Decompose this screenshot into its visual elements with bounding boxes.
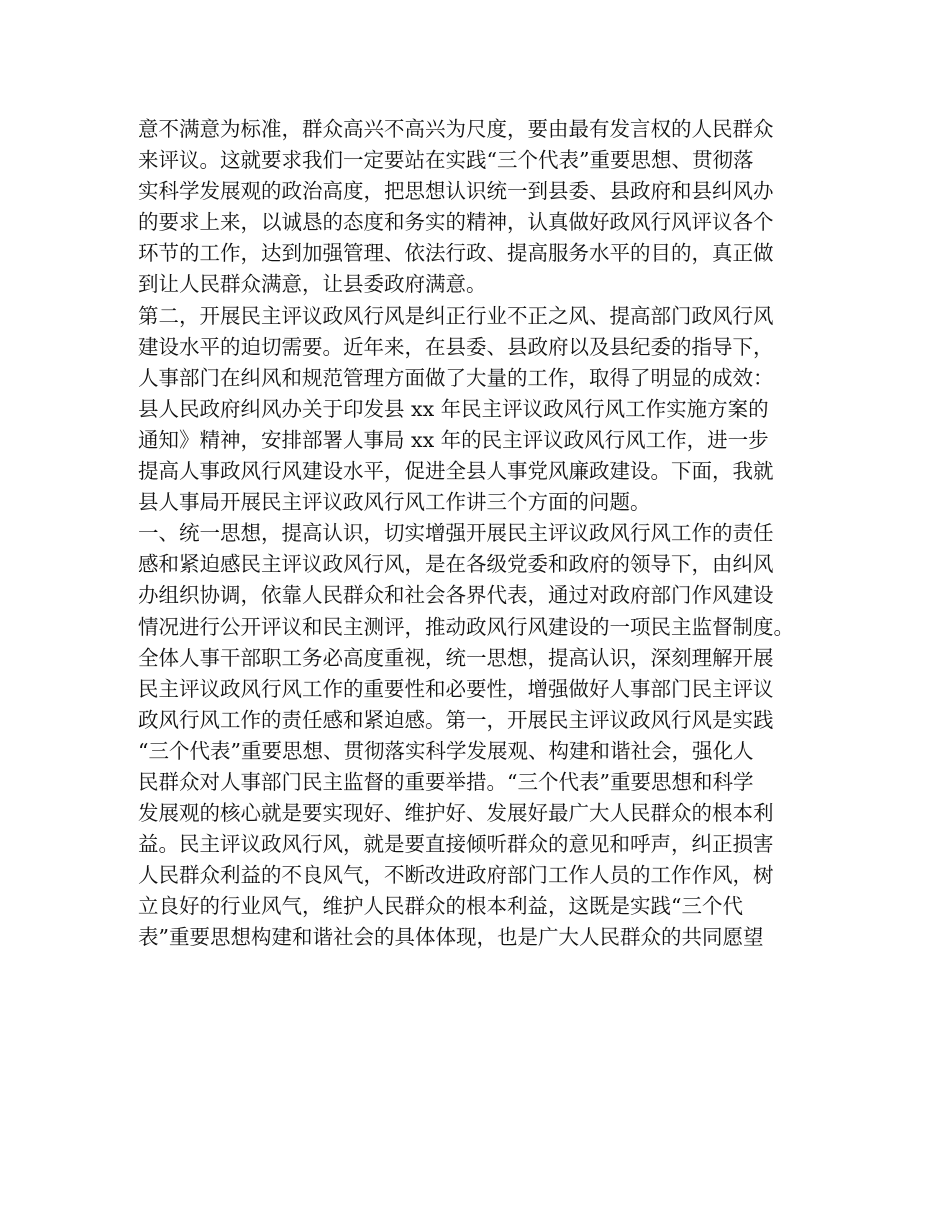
text-line: 提高人事政风行风建设水平，促进全县人事党风廉政建设。下面，我就 — [138, 459, 774, 484]
text-line: 全体人事干部职工务必高度重视，统一思想，提高认识，深刻理解开展 — [138, 645, 774, 670]
text-line: 人事部门在纠风和规范管理方面做了大量的工作，取得了明显的成效： — [138, 365, 774, 390]
text-line: 立良好的行业风气，维护人民群众的根本利益，这既是实践“三个代 — [138, 894, 743, 919]
text-line: 意不满意为标准，群众高兴不高兴为尺度，要由最有发言权的人民群众 — [138, 117, 774, 141]
text-line: 感和紧迫感民主评议政风行风，是在各级党委和政府的领导下，由纠风 — [138, 552, 774, 577]
text-line: 县人民政府纠风办关于印发县 xx 年民主评议政风行风工作实施方案的 — [138, 396, 769, 421]
text-line: 情况进行公开评议和民主测评，推动政风行风建设的一项民主监督制度。 — [138, 614, 794, 639]
text-line: 环节的工作，达到加强管理、依法行政、提高服务水平的目的，真正做 — [138, 241, 774, 266]
text-line: 人民群众利益的不良风气，不断改进政府部门工作人员的工作作风，树 — [138, 863, 774, 888]
text-line: 政风行风工作的责任感和紧迫感。第一，开展民主评议政风行风是实践 — [138, 707, 774, 732]
text-line: 通知》精神，安排部署人事局 xx 年的民主评议政风行风工作，进一步 — [138, 427, 769, 452]
text-line: 发展观的核心就是要实现好、维护好、发展好最广大人民群众的根本利 — [138, 801, 774, 826]
text-line: 建设水平的迫切需要。近年来，在县委、县政府以及县纪委的指导下， — [138, 334, 774, 359]
text-line: 民主评议政风行风工作的重要性和必要性，增强做好人事部门民主评议 — [138, 676, 774, 701]
text-line: 实科学发展观的政治高度，把思想认识统一到县委、县政府和县纠风办 — [138, 179, 774, 204]
text-line: 民群众对人事部门民主监督的重要举措。“三个代表”重要思想和科学 — [138, 769, 754, 794]
text-line: “三个代表”重要思想、贯彻落实科学发展观、构建和谐社会，强化人 — [138, 738, 754, 763]
text-line: 益。民主评议政风行风，就是要直接倾听群众的意见和呼声，纠正损害 — [138, 832, 774, 857]
text-line: 表”重要思想构建和谐社会的具体体现，也是广大人民群众的共同愿望 — [138, 925, 764, 950]
text-line: 一、统一思想，提高认识，切实增强开展民主评议政风行风工作的责任 — [138, 521, 774, 546]
text-line: 县人事局开展民主评议政风行风工作讲三个方面的问题。 — [138, 490, 651, 515]
text-line: 第二，开展民主评议政风行风是纠正行业不正之风、提高部门政风行风 — [138, 303, 774, 328]
document-body — [138, 114, 828, 954]
text-line: 的要求上来，以诚恳的态度和务实的精神，认真做好政风行风评议各个 — [138, 210, 774, 235]
text-line: 来评议。这就要求我们一定要站在实践“三个代表”重要思想、贯彻落 — [138, 148, 754, 173]
text-line: 办组织协调，依靠人民群众和社会各界代表，通过对政府部门作风建设 — [138, 583, 774, 608]
text-line: 到让人民群众满意，让县委政府满意。 — [138, 272, 487, 297]
